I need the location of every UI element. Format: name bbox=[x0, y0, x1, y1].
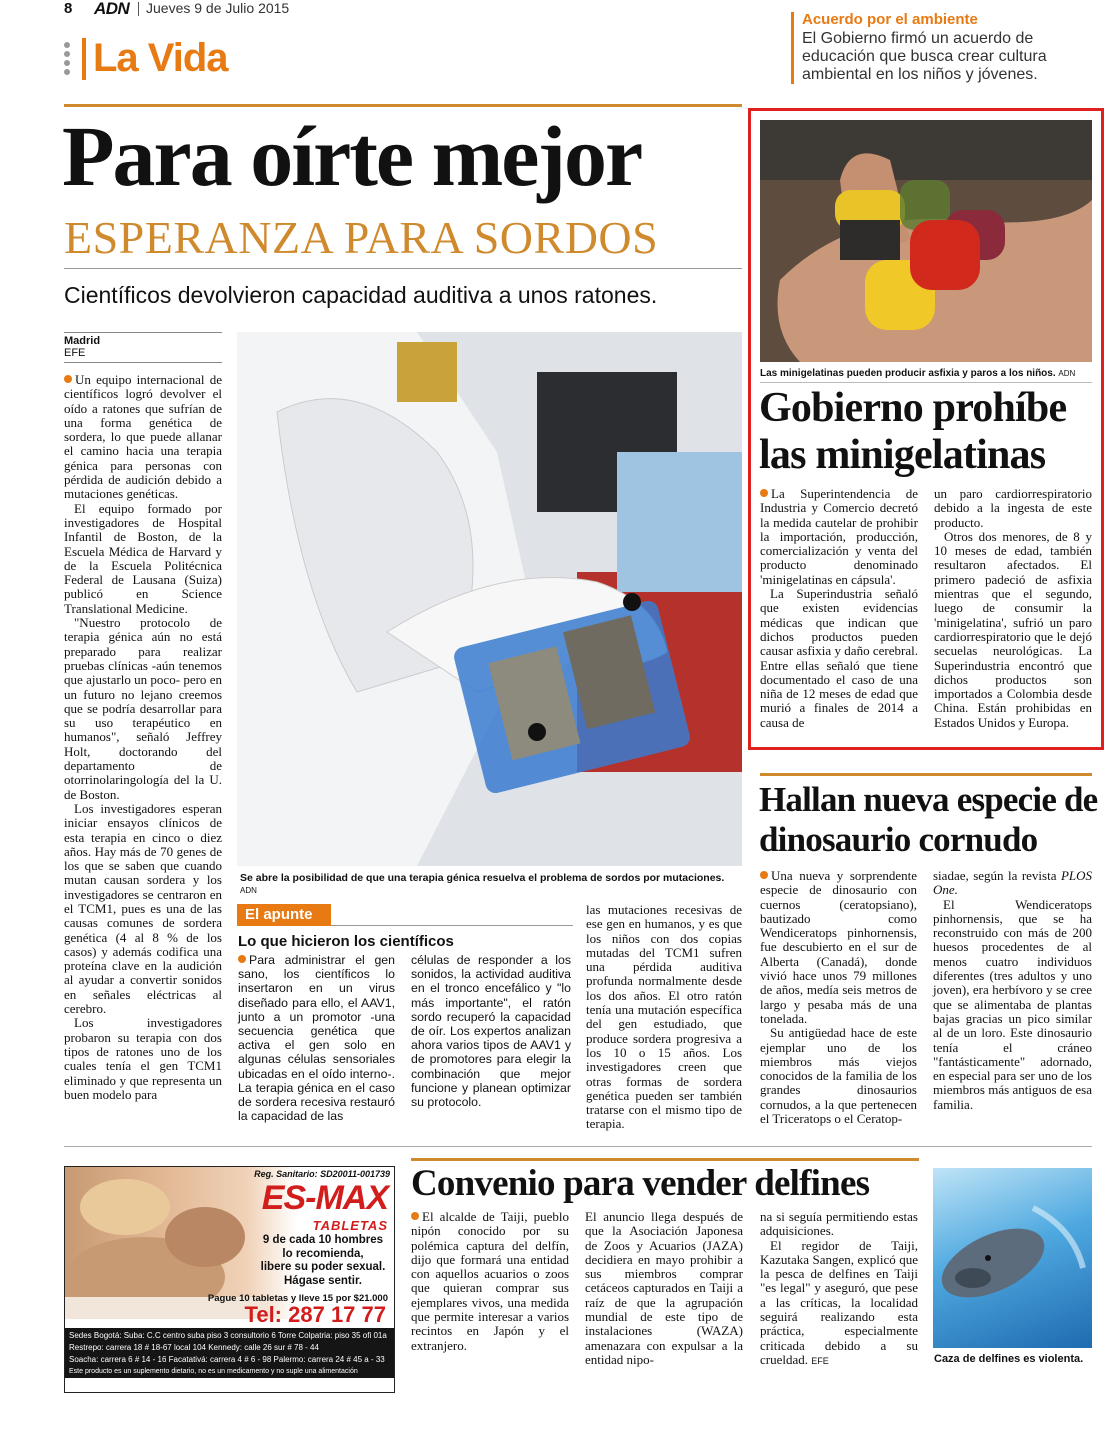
main-paragraph: El equipo formado por investigadores de Hospital Infantil de Boston, de la Escuela Médica de Harvard y de la Escuela Politécnica Federal de Lausana (Suiza) publicó en Science Translational Medicine. bbox=[64, 500, 222, 616]
gelatin-photo-illustration bbox=[760, 120, 1092, 362]
main-paragraph: Los investigadores probaron su terapia con dos tipos de ratones uno de los cuales tenía el gen TCM1 eliminado y que representa un buen modelo para bbox=[64, 1015, 222, 1102]
brand-logo: ADN bbox=[94, 0, 130, 18]
issue-date: Jueves 9 de Julio 2015 bbox=[146, 0, 290, 16]
dolphin-col-1: El alcalde de Taiji, pueblo nipón conocido por su polémica captura del delfín, dijo que formará una entidad con aquellos acuarios o zoos que quieran comprar sus ejemplares vivos, una medida que permite interesar a varios recintos en Japón y el extranjero. bbox=[411, 1209, 569, 1353]
main-paragraph: "Nuestro protocolo de terapia génica aún no está preparado para realizar pruebas clínicas -aún tenemos que ajustarlo un poco- pero en un futuro no lejano creemos que se podría desarrollar para su uso terapéutico en humanos", señaló Jeffrey Holt, doctorando del departamento de otorrinolaringología del la U. de Boston. bbox=[64, 615, 222, 802]
main-body-col-3: las mutaciones recesivas de ese gen en humanos, y es que los niños con dos copias mutadas del TCM1 sufren una pérdida auditiva profunda normalmente desde los dos años. El otro ratón tenía una mutación específica del gen estudiado, que produce sordera progresiva a los 10 o 15 años. Los investigadores creen que otras formas de sordera genética pueden ser también tratarse con el mismo tipo de terapia. bbox=[586, 902, 742, 1132]
apunte-label: El apunte bbox=[237, 904, 331, 926]
gelatin-col-1: La Superintendencia de Industria y Comercio decretó la medida cautelar de prohibir la importación, producción, comercialización y venta del producto denominado 'minigelatinas en cápsula'. La Superindustria señaló que existen evidencias médicas que indican que dichos productos pueden causar asfixia y daño cerebral. Entre ellas señaló que tiene documentado el caso de una niña de 12 meses de edad que murió a finales de 2014 a causa de bbox=[760, 486, 918, 730]
ad-phone: Tel: 287 17 77 bbox=[244, 1302, 386, 1327]
apunte-rule bbox=[331, 925, 573, 926]
gelatin-caption-rule bbox=[760, 382, 1092, 383]
bullet-icon bbox=[760, 871, 768, 879]
gelatin-photo bbox=[760, 120, 1092, 362]
apunte-title: Lo que hicieron los científicos bbox=[238, 933, 454, 950]
section-rule bbox=[64, 104, 742, 107]
dino-headline: Hallan nueva especie de dinosaurio cornudo bbox=[759, 780, 1098, 859]
dolphin-headline: Convenio para vender delfines bbox=[411, 1163, 870, 1204]
bullet-icon bbox=[64, 375, 72, 383]
section-bar bbox=[82, 38, 86, 80]
main-body-column bbox=[64, 373, 222, 1102]
dolphin-photo bbox=[933, 1168, 1092, 1348]
lab-photo-illustration bbox=[237, 332, 742, 866]
dateline-rule-bottom bbox=[64, 362, 222, 363]
ad-brand: ES-MAX bbox=[261, 1179, 388, 1217]
main-kicker: ESPERANZA PARA SORDOS bbox=[64, 212, 659, 263]
bullet-icon bbox=[760, 489, 768, 497]
section-dots-icon bbox=[64, 42, 72, 75]
lab-photo bbox=[237, 332, 742, 866]
teaser-text: El Gobierno firmó un acuerdo de educación que busca crear cultura ambiental en los niños y jóvenes. bbox=[802, 30, 1047, 83]
page-number: 8 bbox=[64, 0, 73, 17]
main-deck: Científicos devolvieron capacidad auditiva a unos ratones. bbox=[64, 282, 658, 308]
dolphin-col-3: na si seguía permitiendo estas adquisiciones. El regidor de Taiji, Kazutaka Sangen, explicó que la pesca de delfines en Taiji "es legal" y aseguró, que pese a las críticas, la localidad seguirá realizando esta práctica, especialmente criticada debido a su crueldad. EFE bbox=[760, 1209, 918, 1367]
dateline-rule bbox=[64, 332, 222, 333]
bullet-icon bbox=[238, 955, 246, 963]
kicker-divider bbox=[64, 268, 742, 269]
esmax-ad bbox=[64, 1166, 395, 1393]
teaser-bar bbox=[791, 12, 794, 84]
dolphin-illustration bbox=[933, 1168, 1092, 1348]
header-divider bbox=[138, 2, 139, 16]
dino-rule bbox=[760, 773, 1092, 776]
apunte-col-2: células de responder a los sonidos, la actividad auditiva en el tronco encefálico y "lo más importante", el ratón sordo recuperó la capacidad de oír. Los expertos analizan ahora varios tipos de AAV1 y de promotores para elegir la combinación que mejor funcione y planean optimizar su protocolo. bbox=[411, 953, 571, 1110]
dolphin-photo-caption: Caza de delfines es violenta. bbox=[934, 1353, 1084, 1365]
main-paragraph: Un equipo internacional de científicos logró devolver el oído a ratones que sufrían de una forma genética de sordera, lo que puede allanar el camino hacia una terapia génica para personas con pérdida de audición debido a mutaciones genéticas. bbox=[64, 372, 222, 502]
main-paragraph: Los investigadores esperan iniciar ensayos clínicos de esta terapia en cinco o diez años. Hay más de 70 genes de los que se saben que cuando mutan causan sordera y los investigadores se centraron en el TCM1, pues es una de las causas comunes de sordera genética (4 al 8 % de los casos) y además codifica una proteína clave en la audición al ayudar a convertir sonidos en señales eléctricas al cerebro. bbox=[64, 800, 222, 1017]
ad-product: TABLETAS bbox=[312, 1218, 388, 1233]
dolphin-rule bbox=[411, 1158, 919, 1161]
ad-offer: Pague 10 tabletas y lleve 15 por $21.000 bbox=[207, 1293, 388, 1304]
dino-col-2: siadae, según la revista PLOS One. El Wendiceratops pinhornensis, que se ha reconstruido con más de 200 huesos procedentes de al menos cuatro individuos diferentes (tres adultos y uno joven), era herbívoro y se cree que se alimentaba de plantas bajas gracias un pico similar al de un loro. Este dinosaurio tenía el cráneo "fantásticamente" adornado, en especial para ser uno de los miembros más antiguos de esa familia. bbox=[933, 868, 1093, 1112]
dino-col-1: Una nueva y sorprendente especie de dinosaurio con cuernos (ceratopsiano), bautizado como Wendiceratops pinhornensis, fue descubierto en el sur de Alberta (Canadá), donde vivió hace unos 79 millones de años, medía seis metros de largo y pesaba más de una tonelada. Su antigüedad hace de este ejemplar uno de los miembros más viejos conocidos de la familia de los grandes dinosaurios cornudos, a la que pertenecen el Triceratops o el Ceratop- bbox=[760, 868, 917, 1127]
apunte-col-1: Para administrar el gen sano, los científicos lo insertaron en un virus diseñado para ello, el AAV1, junto a un promotor -una secuencia genética que activa el gen solo en algunas células sensoriales ubicadas en el oído interno-. La terapia génica en el caso de sordera recesiva restauró la capacidad de las bbox=[238, 953, 395, 1124]
teaser-title: Acuerdo por el ambiente bbox=[802, 11, 978, 28]
lab-photo-caption: Se abre la posibilidad de que una terapia génica resuelva el problema de sordos por mutaciones. ADN bbox=[240, 872, 725, 895]
gelatin-photo-caption: Las minigelatinas pueden producir asfixia y paros a los niños. ADN bbox=[760, 368, 1076, 379]
ad-registry: Reg. Sanitario: SD20011-001739 bbox=[254, 1169, 390, 1179]
ad-addresses: Sedes Bogotá: Suba: C.C centro suba piso 3 consultorio 6 Torre Colpatria: piso 35 ofi 01a Restrepo: carrera 18 # 18-67 local 104 Kennedy: calle 26 sur # 78 - 44 Soacha: carrera 6 # 14 - 16 Facatativá: carrera 4 # 6 - 98 Palermo: carrera 24 # 45 a - 33 Este producto es un suplemento dietario, no es un medicamento y no suple una alimentación equilibrada bbox=[65, 1328, 395, 1378]
ad-copy: 9 de cada 10 hombres lo recomienda, libere su poder sexual. Hágase sentir. bbox=[260, 1234, 386, 1287]
gelatin-col-2: un paro cardiorrespiratorio debido a la ingesta de este producto. Otros dos menores, de 8 y 10 meses de edad, también resultaron afectados. El primero padeció de asfixia mientras que el segundo, luego de consumir la 'minigelatina', sufrió un paro cardiorrespiratorio que le dejó secuelas neurológicas. La Superindustria encontró que dichos productos son importados a Colombia desde China. Están prohibidas en Estados Unidos y Europa. bbox=[934, 486, 1092, 730]
bottom-divider bbox=[64, 1146, 1092, 1147]
section-title: La Vida bbox=[93, 36, 228, 80]
bullet-icon bbox=[411, 1212, 419, 1220]
dateline-source: EFE bbox=[64, 347, 86, 359]
dateline-city: Madrid bbox=[64, 335, 101, 347]
gelatin-headline: Gobierno prohíbe las minigelatinas bbox=[759, 385, 1067, 478]
dolphin-col-2: El anuncio llega después de que la Asociación Japonesa de Zoos y Acuarios (JAZA) decidiera en mayo prohibir a sus miembros comprar cetáceos capturados en Taiji a raíz de que la agrupación mundial de este tipo de instalaciones (WAZA) amenazara con expulsar a la entidad nipo- bbox=[585, 1209, 743, 1367]
main-headline: Para oírte mejor bbox=[62, 108, 642, 204]
